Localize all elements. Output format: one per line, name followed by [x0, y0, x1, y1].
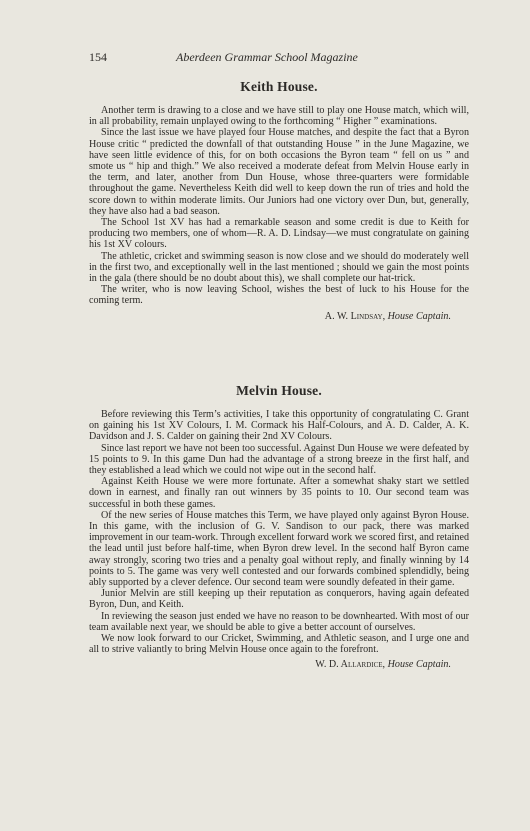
- paragraph: Against Keith House we were more fortunate. After a somewhat shaky start we settled down in earnest, and finally ran out winners by 35 points to 10. Our second team was successful in both these games.: [89, 476, 469, 510]
- page-number: 154: [89, 50, 107, 64]
- signature: [89, 659, 451, 671]
- paragraph: The writer, who is now leaving School, wishes the best of luck to his House for the coming term.: [89, 284, 469, 307]
- signature: [89, 311, 451, 323]
- signature-role: House Captain.: [387, 659, 451, 671]
- paragraph: The athletic, cricket and swimming season is now close and we should do moderately well in the first two, and exceptionally well in the last mentioned ; should we gain the most points in the gala (there should be no doubt about this), we shall complete our hat-trick.: [89, 250, 469, 285]
- section-title: Melvin House.: [236, 383, 322, 398]
- paragraph: The School 1st XV has had a remarkable season and some credit is due to Keith for producing two members, one of whom—R. A. D. Lindsay—we must congratulate on gaining his 1st XV colours.: [89, 217, 469, 251]
- page-header: [89, 50, 469, 68]
- paragraph: Since the last issue we have played four House matches, and despite the fact that a Byron House critic “ predicted the downfall of that outstanding House ” in the June Magazine, we have seen little evidence of this, for on both occasions the Byron team “ fell on us ” and smote us “ hip and thigh.” We also received a moderate defeat from Melvin House early in the term, and later, another from Dun House, whose three-quarters were formidable throughout the game. Nevertheless Keith did well to keep down the run of tries and hold the score down to within moderate limits. Our Juniors had one victory over Dun, but, generally, they have also had a bad season.: [89, 127, 469, 217]
- paragraph: Of the new series of House matches this Term, we have played only against Byron House. In this game, with the inclusion of G. V. Sandison to our pack, there was marked improvement in our team-work. Through excellent forward work we scored first, and retained the lead until just before half-time, when Byron drew level. In the second half Byron came away strongly, scoring two tries and a penalty goal without reply, and finally winning by 14 points to 5. The game was very well contested and our forwards combined splendidly, being ably supported by a clever defence. Our second team were soundly defeated in their game.: [89, 509, 469, 589]
- paragraph: Junior Melvin are still keeping up their reputation as conquerors, having again defeated Byron, Dun, and Keith.: [89, 588, 469, 611]
- paragraph: Since last report we have not been too successful. Against Dun House we were defeated by 15 points to 9. In this game Dun had the advantage of a strong breeze in the first half, and they established a lead which we could not wipe out in the second half.: [89, 442, 469, 477]
- signature-role: House Captain.: [387, 310, 451, 322]
- paragraph: In reviewing the season just ended we have no reason to be downhearted. With most of our team available next year, we should be able to give a better account of ourselves.: [89, 610, 469, 633]
- keith-house-section: [89, 79, 469, 323]
- section-title: Keith House.: [240, 79, 318, 94]
- signature-name: A. W. Lindsay,: [324, 310, 386, 322]
- paragraph: Before reviewing this Term’s activities, I take this opportunity of congratulating C. Grant on gaining his 1st XV Colours, I. M. Cormack his Half-Colours, and A. D. Calder, A. K. Davidson and J. S. Calder on gaining their 2nd XV Colours.: [89, 409, 469, 443]
- paragraph: Another term is drawing to a close and we have still to play one House match, which will, in all probability, remain unplayed owing to the forthcoming “ Higher ” examinations.: [89, 105, 469, 128]
- paragraph: We now look forward to our Cricket, Swimming, and Athletic season, and I urge one and all to strive valiantly to bring Melvin House once again to the forefront.: [89, 633, 469, 656]
- melvin-house-section: [89, 383, 469, 671]
- running-title: Aberdeen Grammar School Magazine: [176, 50, 358, 64]
- signature-name: W. D. Allardice,: [315, 659, 386, 671]
